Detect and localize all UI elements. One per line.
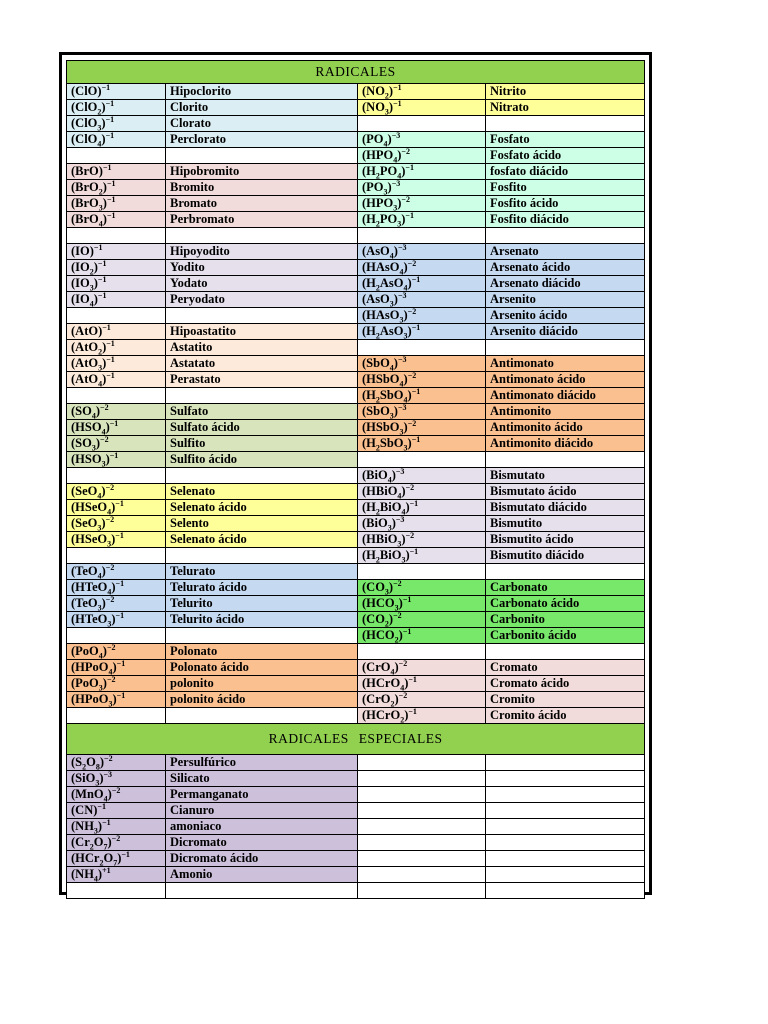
- right-name-cell: Antimonito ácido: [486, 420, 645, 436]
- left-formula-cell: (BrO)$^{-1}$: [67, 164, 166, 180]
- right-name-cell: Nitrato: [486, 100, 645, 116]
- table-row: [67, 308, 645, 324]
- left-formula-cell: $(SO_3)^{-2}$: [67, 436, 166, 452]
- empty-cell: [358, 803, 486, 819]
- left-name-cell: Sulfato ácido: [166, 420, 358, 436]
- left-formula-cell: $(ClO_2)^{-1}$: [67, 100, 166, 116]
- left-formula-cell: (HSeO$_4$)$^{-1}$: [67, 500, 166, 516]
- right-formula-cell: $(H_2PO_4)^{-1}$: [358, 164, 486, 180]
- left-formula-cell: $(TeO_3)^{-2}$: [67, 596, 166, 612]
- left-formula-cell: [67, 468, 166, 484]
- empty-cell: [358, 755, 486, 771]
- special-formula-cell: $(SiO_3)^{-3}$: [67, 771, 166, 787]
- right-formula-cell: $(H_2AsO_4)^{-1}$: [358, 276, 486, 292]
- right-formula-cell: (HBiO$_4$)$^{-2}$: [358, 484, 486, 500]
- special-name-cell: Amonio: [166, 867, 358, 883]
- empty-cell: [358, 771, 486, 787]
- right-name-cell: Bismutito ácido: [486, 532, 645, 548]
- table-row: [67, 564, 645, 580]
- table-row: [67, 420, 645, 436]
- table-row: [67, 644, 645, 660]
- left-name-cell: polonito ácido: [166, 692, 358, 708]
- left-name-cell: [166, 468, 358, 484]
- right-name-cell: Cromito: [486, 692, 645, 708]
- right-formula-cell: $(H_2BiO_3)^{-1}$: [358, 548, 486, 564]
- right-formula-cell: $(PO_3)^{-3}$: [358, 180, 486, 196]
- right-formula-cell: $(HPO_3)^{-2}$: [358, 196, 486, 212]
- right-formula-cell: (HBiO$_3$)$^{-2}$: [358, 532, 486, 548]
- right-name-cell: Cromito ácido: [486, 708, 645, 724]
- left-name-cell: Clorato: [166, 116, 358, 132]
- left-name-cell: Hipoyodito: [166, 244, 358, 260]
- empty-cell: [358, 867, 486, 883]
- right-formula-cell: $(BiO_4)^{-3}$: [358, 468, 486, 484]
- empty-cell: [358, 851, 486, 867]
- left-name-cell: Astatato: [166, 356, 358, 372]
- right-formula-cell: $(H_2SbO_3)^{-1}$: [358, 436, 486, 452]
- right-name-cell: Fosfato: [486, 132, 645, 148]
- table-row: [67, 180, 645, 196]
- right-formula-cell: $(CrO_4)^{-2}$: [358, 660, 486, 676]
- right-formula-cell: (HAsO$_3$)$^{-2}$: [358, 308, 486, 324]
- right-name-cell: Fosfito diácido: [486, 212, 645, 228]
- empty-cell: [486, 819, 645, 835]
- table-row: [67, 372, 645, 388]
- right-formula-cell: $(H_2AsO_3)^{-1}$: [358, 324, 486, 340]
- right-name-cell: Arsenito diácido: [486, 324, 645, 340]
- empty-cell: [358, 787, 486, 803]
- left-name-cell: Bromato: [166, 196, 358, 212]
- right-name-cell: Antimonato ácido: [486, 372, 645, 388]
- right-formula-cell: [358, 340, 486, 356]
- right-formula-cell: $(HCO_2)^{-1}$: [358, 628, 486, 644]
- right-name-cell: Nitrito: [486, 84, 645, 100]
- special-table-row: [67, 819, 645, 835]
- right-formula-cell: (HSbO$_3$)$^{-2}$: [358, 420, 486, 436]
- right-formula-cell: $(CO_3)^{-2}$: [358, 580, 486, 596]
- left-formula-cell: $(PoO_3)^{-2}$: [67, 676, 166, 692]
- left-formula-cell: $(ClO_4)^{-1}$: [67, 132, 166, 148]
- table-row: [67, 628, 645, 644]
- left-name-cell: Astatito: [166, 340, 358, 356]
- left-formula-cell: $(AtO_2)^{-1}$: [67, 340, 166, 356]
- left-formula-cell: $(ClO_3)^{-1}$: [67, 116, 166, 132]
- left-name-cell: Hipobromito: [166, 164, 358, 180]
- special-name-cell: Permanganato: [166, 787, 358, 803]
- left-name-cell: Yodato: [166, 276, 358, 292]
- special-name-cell: Cianuro: [166, 803, 358, 819]
- right-name-cell: [486, 644, 645, 660]
- special-table-row: [67, 803, 645, 819]
- left-formula-cell: [67, 148, 166, 164]
- table-row: [67, 164, 645, 180]
- left-formula-cell: (HPoO$_4$)$^{-1}$: [67, 660, 166, 676]
- table-row: [67, 196, 645, 212]
- empty-cell: [486, 771, 645, 787]
- left-formula-cell: [67, 628, 166, 644]
- special-radicals-title: RADICALES ESPECIALES: [67, 724, 645, 755]
- table-row: [67, 516, 645, 532]
- table-row: [67, 148, 645, 164]
- left-name-cell: Sulfito ácido: [166, 452, 358, 468]
- left-name-cell: Peryodato: [166, 292, 358, 308]
- right-name-cell: Bismutato diácido: [486, 500, 645, 516]
- left-formula-cell: (HPoO$_3$)$^{-1}$: [67, 692, 166, 708]
- left-name-cell: Selento: [166, 516, 358, 532]
- table-row: [67, 532, 645, 548]
- empty-cell: [486, 851, 645, 867]
- empty-cell: [486, 803, 645, 819]
- right-name-cell: Bismutito diácido: [486, 548, 645, 564]
- left-name-cell: Perastato: [166, 372, 358, 388]
- table-row: [67, 292, 645, 308]
- table-row: [67, 100, 645, 116]
- table-row: [67, 324, 645, 340]
- special-table-row: [67, 851, 645, 867]
- special-formula-cell: $(Cr_2O_7)^{-2}$: [67, 835, 166, 851]
- right-formula-cell: [358, 452, 486, 468]
- special-formula-cell: $(NH_4)^{+1}$: [67, 867, 166, 883]
- right-name-cell: Fosfito: [486, 180, 645, 196]
- empty-cell: [358, 835, 486, 851]
- left-name-cell: Sulfato: [166, 404, 358, 420]
- left-name-cell: Bromito: [166, 180, 358, 196]
- right-name-cell: Fosfato ácido: [486, 148, 645, 164]
- right-formula-cell: $(CrO_2)^{-2}$: [358, 692, 486, 708]
- left-formula-cell: (AtO)$^{-1}$: [67, 324, 166, 340]
- table-row: [67, 484, 645, 500]
- right-formula-cell: $(NO_3)^{-1}$: [358, 100, 486, 116]
- right-name-cell: Antimonito diácido: [486, 436, 645, 452]
- left-formula-cell: [67, 548, 166, 564]
- right-name-cell: Bismutito: [486, 516, 645, 532]
- table-row: [67, 276, 645, 292]
- special-table-row: [67, 787, 645, 803]
- right-formula-cell: $(PO_4)^{-3}$: [358, 132, 486, 148]
- left-formula-cell: $(SeO_4)^{-2}$: [67, 484, 166, 500]
- right-formula-cell: (HCrO$_4$)$^{-1}$: [358, 676, 486, 692]
- right-formula-cell: $(SbO_4)^{-3}$: [358, 356, 486, 372]
- table-row: [67, 340, 645, 356]
- left-formula-cell: [67, 388, 166, 404]
- special-table-row: [67, 771, 645, 787]
- table-row: [67, 436, 645, 452]
- empty-cell: [166, 883, 358, 899]
- right-name-cell: Carbonato: [486, 580, 645, 596]
- right-formula-cell: (HCrO$_2$)$^{-1}$: [358, 708, 486, 724]
- right-name-cell: fosfato diácido: [486, 164, 645, 180]
- empty-cell: [486, 755, 645, 771]
- table-row: [67, 660, 645, 676]
- right-formula-cell: $(CO_2)^{-2}$: [358, 612, 486, 628]
- right-name-cell: [486, 116, 645, 132]
- table-row: [67, 883, 645, 899]
- left-formula-cell: $(PoO_4)^{-2}$: [67, 644, 166, 660]
- table-row: [67, 708, 645, 724]
- special-formula-cell: $(HCr_2O_7)^{-1}$: [67, 851, 166, 867]
- empty-cell: [486, 787, 645, 803]
- left-name-cell: Polonato ácido: [166, 660, 358, 676]
- left-formula-cell: (HTeO$_3$)$^{-1}$: [67, 612, 166, 628]
- left-formula-cell: $(BrO_4)^{-1}$: [67, 212, 166, 228]
- special-formula-cell: $(NH_3)^{-1}$: [67, 819, 166, 835]
- left-name-cell: Telurato ácido: [166, 580, 358, 596]
- left-formula-cell: $(AtO_4)^{-1}$: [67, 372, 166, 388]
- title-row: [67, 61, 645, 84]
- left-formula-cell: [67, 708, 166, 724]
- table-row: [67, 116, 645, 132]
- left-name-cell: [166, 148, 358, 164]
- empty-cell: [486, 867, 645, 883]
- special-name-cell: Dicromato: [166, 835, 358, 851]
- right-formula-cell: [358, 644, 486, 660]
- right-name-cell: Carbonito: [486, 612, 645, 628]
- right-name-cell: Antimonato diácido: [486, 388, 645, 404]
- left-formula-cell: $(IO_4)^{-1}$: [67, 292, 166, 308]
- right-name-cell: Fosfito ácido: [486, 196, 645, 212]
- right-name-cell: Antimonato: [486, 356, 645, 372]
- table-row: [67, 548, 645, 564]
- table-row: [67, 404, 645, 420]
- right-name-cell: Cromato ácido: [486, 676, 645, 692]
- right-name-cell: [486, 340, 645, 356]
- left-formula-cell: (HSeO$_3$)$^{-1}$: [67, 532, 166, 548]
- table-row: [67, 84, 645, 100]
- right-name-cell: Bismutato ácido: [486, 484, 645, 500]
- right-formula-cell: $(NO_2)^{-1}$: [358, 84, 486, 100]
- left-name-cell: Perbromato: [166, 212, 358, 228]
- table-row: [67, 212, 645, 228]
- table-row: [67, 676, 645, 692]
- left-formula-cell: $(SO_4)^{-2}$: [67, 404, 166, 420]
- right-name-cell: Arsenato: [486, 244, 645, 260]
- left-name-cell: Selenato: [166, 484, 358, 500]
- left-name-cell: Hipoastatito: [166, 324, 358, 340]
- left-name-cell: [166, 228, 358, 244]
- right-name-cell: Arsenato ácido: [486, 260, 645, 276]
- left-formula-cell: $(IO_2)^{-1}$: [67, 260, 166, 276]
- special-name-cell: amoniaco: [166, 819, 358, 835]
- left-formula-cell: $(AtO_3)^{-1}$: [67, 356, 166, 372]
- table-row: [67, 500, 645, 516]
- table-row: [67, 468, 645, 484]
- table-row: [67, 692, 645, 708]
- left-name-cell: [166, 628, 358, 644]
- table-row: [67, 260, 645, 276]
- left-formula-cell: $(HSO_3)^{-1}$: [67, 452, 166, 468]
- table-row: [67, 356, 645, 372]
- right-formula-cell: $(H_2SbO_4)^{-1}$: [358, 388, 486, 404]
- left-name-cell: Hipoclorito: [166, 84, 358, 100]
- special-name-cell: Dicromato ácido: [166, 851, 358, 867]
- right-formula-cell: (HAsO$_4$)$^{-2}$: [358, 260, 486, 276]
- radicals-title: RADICALES: [67, 61, 645, 84]
- right-formula-cell: $(HPO_4)^{-2}$: [358, 148, 486, 164]
- empty-cell: [67, 883, 166, 899]
- special-name-cell: Persulfúrico: [166, 755, 358, 771]
- left-name-cell: polonito: [166, 676, 358, 692]
- special-formula-cell: (CN)$^{-1}$: [67, 803, 166, 819]
- table-row: [67, 244, 645, 260]
- right-formula-cell: [358, 228, 486, 244]
- empty-cell: [486, 835, 645, 851]
- right-name-cell: [486, 228, 645, 244]
- radicals-table-body: [67, 61, 645, 899]
- special-name-cell: Silicato: [166, 771, 358, 787]
- left-name-cell: Perclorato: [166, 132, 358, 148]
- left-name-cell: Polonato: [166, 644, 358, 660]
- table-row: [67, 132, 645, 148]
- left-formula-cell: (IO)$^{-1}$: [67, 244, 166, 260]
- special-formula-cell: $(MnO_4)^{-2}$: [67, 787, 166, 803]
- special-title-row: [67, 724, 645, 755]
- right-formula-cell: $(H_2PO_3)^{-1}$: [358, 212, 486, 228]
- left-name-cell: Selenato ácido: [166, 500, 358, 516]
- left-name-cell: Clorito: [166, 100, 358, 116]
- table-row: [67, 612, 645, 628]
- left-formula-cell: $(IO_3)^{-1}$: [67, 276, 166, 292]
- left-name-cell: [166, 708, 358, 724]
- right-name-cell: Arsenato diácido: [486, 276, 645, 292]
- left-formula-cell: (ClO)$^{-1}$: [67, 84, 166, 100]
- left-formula-cell: $(SeO_3)^{-2}$: [67, 516, 166, 532]
- left-name-cell: Telurito: [166, 596, 358, 612]
- right-formula-cell: $(AsO_4)^{-3}$: [358, 244, 486, 260]
- right-name-cell: Arsenito ácido: [486, 308, 645, 324]
- right-formula-cell: [358, 116, 486, 132]
- left-formula-cell: (HTeO$_4$)$^{-1}$: [67, 580, 166, 596]
- special-formula-cell: $(S_2O_8)^{-2}$: [67, 755, 166, 771]
- left-name-cell: Yodito: [166, 260, 358, 276]
- table-row: [67, 388, 645, 404]
- radicals-table: [66, 60, 645, 899]
- table-row: [67, 228, 645, 244]
- right-name-cell: Carbonato ácido: [486, 596, 645, 612]
- right-formula-cell: $(BiO_3)^{-3}$: [358, 516, 486, 532]
- right-formula-cell: $(SbO_3)^{-3}$: [358, 404, 486, 420]
- special-table-row: [67, 835, 645, 851]
- left-formula-cell: $(HSO_4)^{-1}$: [67, 420, 166, 436]
- right-formula-cell: $(HCO_3)^{-1}$: [358, 596, 486, 612]
- left-formula-cell: [67, 228, 166, 244]
- right-formula-cell: [358, 564, 486, 580]
- left-name-cell: [166, 308, 358, 324]
- left-formula-cell: $(TeO_4)^{-2}$: [67, 564, 166, 580]
- right-formula-cell: $(H_2BiO_4)^{-1}$: [358, 500, 486, 516]
- table-row: [67, 596, 645, 612]
- left-name-cell: [166, 388, 358, 404]
- left-formula-cell: $(BrO_2)^{-1}$: [67, 180, 166, 196]
- right-name-cell: Antimonito: [486, 404, 645, 420]
- right-name-cell: [486, 564, 645, 580]
- left-name-cell: Telurato: [166, 564, 358, 580]
- right-formula-cell: $(AsO_3)^{-3}$: [358, 292, 486, 308]
- table-row: [67, 452, 645, 468]
- left-formula-cell: $(BrO_3)^{-1}$: [67, 196, 166, 212]
- left-name-cell: Telurito ácido: [166, 612, 358, 628]
- special-table-row: [67, 867, 645, 883]
- right-name-cell: Arsenito: [486, 292, 645, 308]
- right-name-cell: Bismutato: [486, 468, 645, 484]
- empty-cell: [358, 883, 486, 899]
- right-name-cell: Carbonito ácido: [486, 628, 645, 644]
- left-name-cell: [166, 548, 358, 564]
- right-name-cell: [486, 452, 645, 468]
- left-name-cell: Selenato ácido: [166, 532, 358, 548]
- left-formula-cell: [67, 308, 166, 324]
- empty-cell: [486, 883, 645, 899]
- left-name-cell: Sulfito: [166, 436, 358, 452]
- empty-cell: [358, 819, 486, 835]
- right-formula-cell: (HSbO$_4$)$^{-2}$: [358, 372, 486, 388]
- right-name-cell: Cromato: [486, 660, 645, 676]
- table-row: [67, 580, 645, 596]
- special-table-row: [67, 755, 645, 771]
